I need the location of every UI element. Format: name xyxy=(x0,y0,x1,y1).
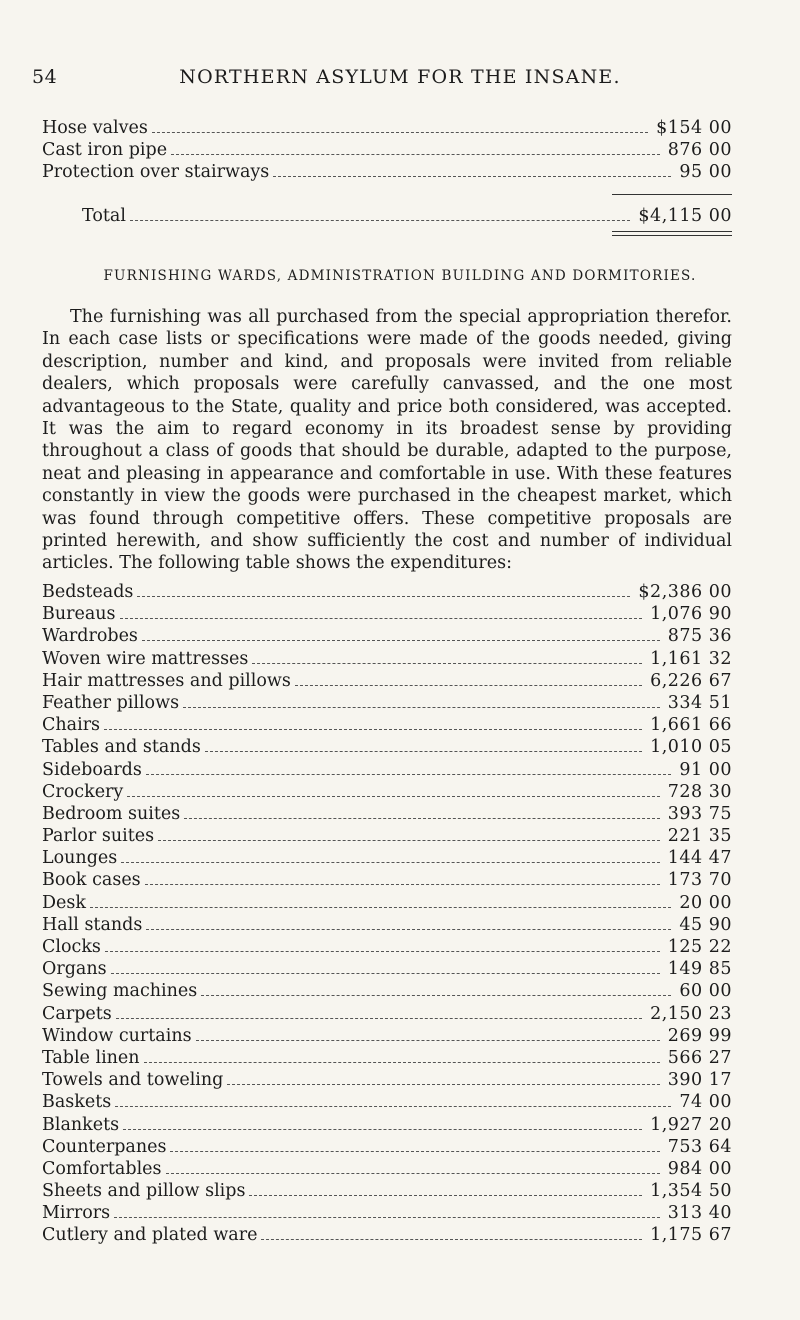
ledger-row xyxy=(42,1158,732,1180)
item-label: Blankets xyxy=(42,1114,120,1135)
item-amount: 95 00 xyxy=(679,162,732,183)
item-label: Cast iron pipe xyxy=(42,140,168,161)
dot-leader xyxy=(261,1239,642,1240)
dot-leader xyxy=(146,774,671,775)
dot-leader xyxy=(196,1040,660,1041)
item-amount: 173 70 xyxy=(667,870,732,891)
body-paragraph: The furnishing was all purchased from the special appropriation therefor. In each case lists or specifications were made of the goods needed, giving description, number and kind, and proposals were invited from reliable dealers, which proposals were carefully canvassed, and the one most advantageous to the State, quality and price both considered, was accepted. It was the aim to regard economy in its broadest sense by providing throughout a class of goods that should be durable, adapted to the purpose, neat and pleasing in appearance and comfortable in use. With these features constantly in view the goods were purchased in the cheapest market, which was found through competitive offers. These competitive proposals are printed herewith, and show sufficiently the cost and number of individual articles. The following table shows the expenditures: xyxy=(42,307,732,574)
item-amount: 728 30 xyxy=(667,781,732,802)
item-label: Sheets and pillow slips xyxy=(42,1181,246,1202)
item-label: Sewing machines xyxy=(42,981,198,1002)
item-label: Organs xyxy=(42,959,107,980)
ledger-row xyxy=(42,980,732,1002)
ledger-row xyxy=(42,958,732,980)
item-label: Protection over stairways xyxy=(42,162,270,183)
ledger-row xyxy=(42,1224,732,1246)
dot-leader xyxy=(183,707,660,708)
dot-leader xyxy=(145,884,660,885)
item-amount: 91 00 xyxy=(679,759,732,780)
total-label: Total xyxy=(82,206,126,226)
ledger-row xyxy=(42,670,732,692)
item-label: Crockery xyxy=(42,781,124,802)
page-number: 54 xyxy=(32,66,58,88)
item-label: Table linen xyxy=(42,1047,140,1068)
ledger-row xyxy=(42,892,732,914)
item-amount: 1,927 20 xyxy=(650,1114,732,1135)
dot-leader xyxy=(152,132,648,133)
double-rule-lower xyxy=(612,235,732,236)
item-label: Window curtains xyxy=(42,1025,192,1046)
dot-leader xyxy=(170,1151,660,1152)
dot-leader xyxy=(205,751,642,752)
ledger-row xyxy=(42,1003,732,1025)
ledger-row xyxy=(42,825,732,847)
page-header xyxy=(32,66,768,94)
item-label: Towels and toweling xyxy=(42,1070,224,1091)
item-amount: 875 36 xyxy=(667,626,732,647)
item-label: Hose valves xyxy=(42,118,148,138)
item-label: Woven wire mattresses xyxy=(42,648,249,669)
dot-leader xyxy=(105,951,660,952)
expenditures-ledger xyxy=(42,581,732,1247)
sum-rule xyxy=(612,194,732,195)
ledger-row xyxy=(42,714,732,736)
double-rule-upper xyxy=(612,231,732,232)
ledger-row xyxy=(42,847,732,869)
item-amount: 390 17 xyxy=(667,1070,732,1091)
ledger-row xyxy=(42,1047,732,1069)
item-amount: 334 51 xyxy=(667,692,732,713)
ledger-row xyxy=(42,1202,732,1224)
ledger-row xyxy=(42,139,732,161)
item-label: Desk xyxy=(42,892,86,913)
dot-leader xyxy=(130,220,630,221)
ledger-row xyxy=(42,117,732,139)
item-amount: 149 85 xyxy=(667,959,732,980)
item-amount: 1,076 90 xyxy=(650,604,732,625)
ledger-row xyxy=(42,1069,732,1091)
dot-leader xyxy=(227,1084,660,1085)
item-label: Comfortables xyxy=(42,1158,162,1179)
item-amount: 74 00 xyxy=(679,1092,732,1113)
item-amount: 60 00 xyxy=(679,981,732,1002)
item-amount: 566 27 xyxy=(667,1047,732,1068)
ledger-row xyxy=(42,869,732,891)
dot-leader xyxy=(115,1106,671,1107)
dot-leader xyxy=(116,1018,642,1019)
item-label: Counterpanes xyxy=(42,1136,167,1157)
dot-leader xyxy=(114,1217,660,1218)
dot-leader xyxy=(144,1062,660,1063)
item-label: Mirrors xyxy=(42,1203,111,1224)
ledger-row xyxy=(42,803,732,825)
running-title: NORTHERN ASYLUM FOR THE INSANE. xyxy=(179,66,621,88)
item-amount: 1,354 50 xyxy=(650,1181,732,1202)
item-amount: 6,226 67 xyxy=(650,670,732,691)
item-label: Baskets xyxy=(42,1092,112,1113)
item-label: Cutlery and plated ware xyxy=(42,1225,258,1246)
ledger-row xyxy=(42,625,732,647)
dot-leader xyxy=(249,1195,642,1196)
item-amount: 269 99 xyxy=(667,1025,732,1046)
dot-leader xyxy=(121,862,660,863)
dot-leader xyxy=(142,640,660,641)
item-label: Book cases xyxy=(42,870,141,891)
total-amount: $4,115 00 xyxy=(638,206,732,226)
dot-leader xyxy=(252,663,642,664)
item-label: Lounges xyxy=(42,848,118,869)
item-label: Hall stands xyxy=(42,914,143,935)
dot-leader xyxy=(120,618,642,619)
total-row xyxy=(42,205,732,227)
item-label: Bedsteads xyxy=(42,582,134,602)
ledger-row xyxy=(42,581,732,603)
item-amount: 984 00 xyxy=(667,1158,732,1179)
ledger-row xyxy=(42,648,732,670)
ledger-row xyxy=(42,759,732,781)
dot-leader xyxy=(123,1129,642,1130)
item-amount: 753 64 xyxy=(667,1136,732,1157)
dot-leader xyxy=(127,796,660,797)
item-label: Bureaus xyxy=(42,604,116,625)
dot-leader xyxy=(146,929,671,930)
ledger-row xyxy=(42,161,732,183)
item-label: Clocks xyxy=(42,937,101,957)
item-amount: 125 22 xyxy=(667,937,732,957)
item-label: Tables and stands xyxy=(42,737,201,758)
item-amount: 20 00 xyxy=(679,892,732,913)
ledger-row xyxy=(42,692,732,714)
dot-leader xyxy=(158,840,660,841)
dot-leader xyxy=(111,973,660,974)
item-label: Carpets xyxy=(42,1003,112,1024)
dot-leader xyxy=(166,1173,660,1174)
ledger-row xyxy=(42,1136,732,1158)
ledger-row xyxy=(42,1025,732,1047)
item-amount: 313 40 xyxy=(667,1203,732,1224)
item-label: Hair mattresses and pillows xyxy=(42,670,291,691)
dot-leader xyxy=(90,907,671,908)
construction-ledger xyxy=(42,117,732,184)
dot-leader xyxy=(171,154,660,155)
item-amount: 876 00 xyxy=(667,140,732,161)
ledger-row xyxy=(42,914,732,936)
dot-leader xyxy=(184,818,660,819)
item-amount: 1,010 05 xyxy=(650,737,732,758)
ledger-row xyxy=(42,736,732,758)
item-amount: 2,150 23 xyxy=(650,1003,732,1024)
dot-leader xyxy=(137,596,630,597)
item-amount: 45 90 xyxy=(679,914,732,935)
item-label: Wardrobes xyxy=(42,626,138,647)
ledger-row xyxy=(42,1180,732,1202)
ledger-row xyxy=(42,1114,732,1136)
ledger-row xyxy=(42,936,732,958)
item-amount: 144 47 xyxy=(667,848,732,869)
item-label: Chairs xyxy=(42,715,101,736)
ledger-row xyxy=(42,781,732,803)
dot-leader xyxy=(104,729,642,730)
ledger-row xyxy=(42,1091,732,1113)
item-amount: $2,386 00 xyxy=(638,582,732,602)
dot-leader xyxy=(273,176,671,177)
item-amount: 221 35 xyxy=(667,826,732,847)
item-amount: 1,175 67 xyxy=(650,1225,732,1246)
dot-leader xyxy=(295,685,642,686)
item-amount: 393 75 xyxy=(667,803,732,824)
ledger-row xyxy=(42,603,732,625)
item-label: Sideboards xyxy=(42,759,142,780)
section-heading: FURNISHING WARDS, ADMINISTRATION BUILDING AND DORMITORIES. xyxy=(103,268,697,284)
item-label: Feather pillows xyxy=(42,692,180,713)
item-label: Bedroom suites xyxy=(42,803,181,824)
item-label: Parlor suites xyxy=(42,826,155,847)
dot-leader xyxy=(201,995,671,996)
item-amount: $154 00 xyxy=(656,118,732,138)
item-amount: 1,161 32 xyxy=(650,648,732,669)
item-amount: 1,661 66 xyxy=(650,715,732,736)
